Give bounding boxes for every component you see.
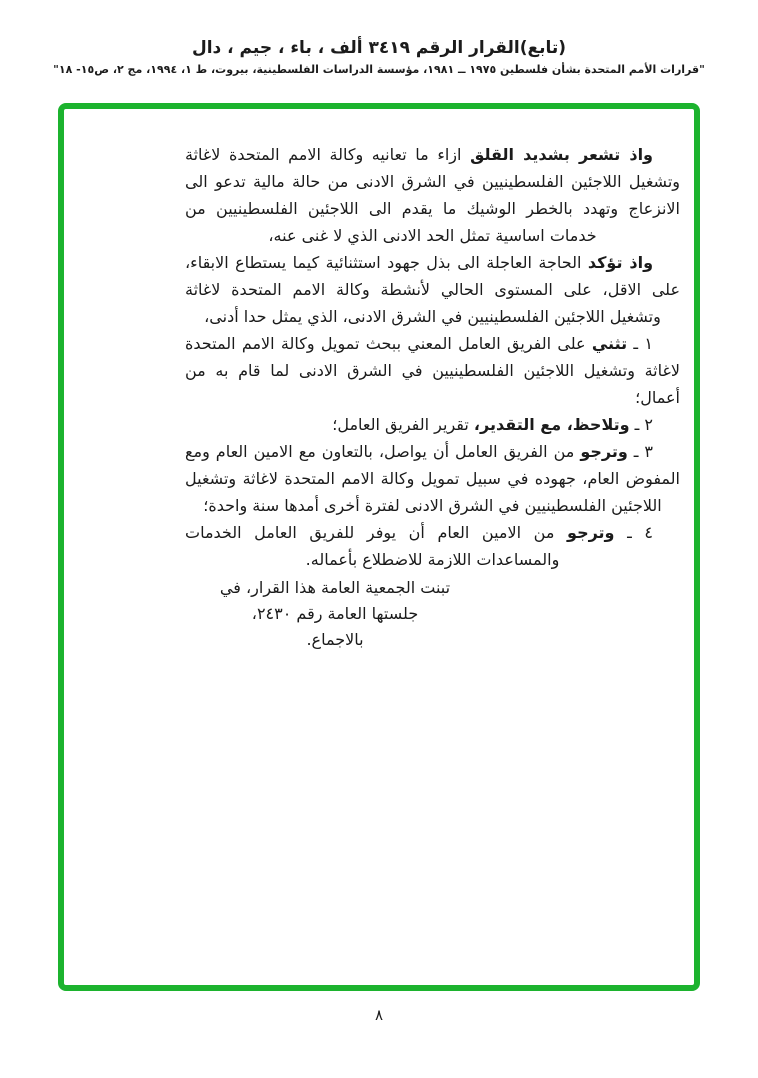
document-title: (تابع)القرار الرقم ٣٤١٩ ألف ، باء ، جيم ، دال: [191, 38, 567, 58]
document-header: [0, 0, 758, 78]
paragraph-text: من الامين العام أن يوفر للفريق العامل الخدمات والمساعدات اللازمة للاضطلاع بأعماله.: [185, 523, 568, 569]
paragraph-preamble-1: [185, 141, 680, 249]
adoption-line: بالاجماع.: [306, 630, 364, 649]
paragraph-item-1: [185, 330, 680, 411]
adoption-note: [195, 575, 475, 653]
paragraph-lead: وترجو: [580, 442, 628, 461]
paragraph-item-3: [185, 438, 680, 519]
item-number: ٣ ـ: [627, 442, 654, 461]
paragraph-text: على الفريق العامل المعني ببحث تمويل وكالة الامم المتحدة لاغاثة وتشغيل اللاجئين الفلسطينيين في الشرق الادنى لما قام به من أعمال؛: [185, 334, 680, 407]
paragraph-lead: تثني: [591, 334, 628, 353]
paragraph-lead: وترجو: [567, 523, 615, 542]
content-frame: [58, 103, 700, 991]
paragraph-lead: واذ تؤكد: [587, 253, 654, 272]
paragraph-preamble-2: [185, 249, 680, 330]
item-number: ٤ ـ: [614, 523, 653, 542]
item-number: ٢ ـ: [629, 415, 653, 434]
adoption-line: جلستها العامة رقم ٢٤٣٠،: [251, 604, 419, 623]
paragraph-text: من الفريق العامل أن يواصل، بالتعاون مع الامين العام ومع المفوض العام، جهوده في سبيل تمويل وكالة الامم المتحدة لاغاثة وتشغيل اللاجئين الفلسطينيين في الشرق الادنى لفترة أخرى أمدها سنة واحدة؛: [185, 442, 680, 515]
page-number: ٨: [374, 1006, 384, 1024]
paragraph-lead: وتلاحظ، مع التقدير،: [473, 415, 630, 434]
text-column: [185, 141, 680, 653]
paragraph-item-2: [185, 411, 680, 438]
paragraph-item-4: [185, 519, 680, 573]
paragraph-lead: واذ تشعر بشديد القلق: [470, 145, 653, 164]
paragraph-text: الحاجة العاجلة الى بذل جهود استثنائية كيما يستطاع الابقاء، على الاقل، على المستوى الحالي لأنشطة وكالة الامم المتحدة لاغاثة وتشغيل اللاجئين الفلسطينيين في الشرق الادنى، الذي يمثل حدا أدنى،: [185, 253, 680, 326]
adoption-line: تبنت الجمعية العامة هذا القرار، في: [219, 578, 451, 597]
source-citation: "قرارات الأمم المتحدة بشأن فلسطين ١٩٧٥ ــ ١٩٨١، مؤسسة الدراسات الفلسطينية، بيروت، ط ١، ١٩٩٤، مج ٢، ص١٥- ١٨": [53, 63, 705, 76]
item-number: ١ ـ: [627, 334, 653, 353]
paragraph-text: تقرير الفريق العامل؛: [332, 415, 474, 434]
paragraph-text: ازاء ما تعانيه وكالة الامم المتحدة لاغاثة وتشغيل اللاجئين الفلسطينيين في الشرق الادنى من حالة مالية تدعو الى الانزعاج وتهدد بالخطر الوشيك ما يقدم الى اللاجئين الفلسطينيين من خدمات اساسية تمثل الحد الادنى الذي لا غنى عنه،: [185, 145, 680, 245]
